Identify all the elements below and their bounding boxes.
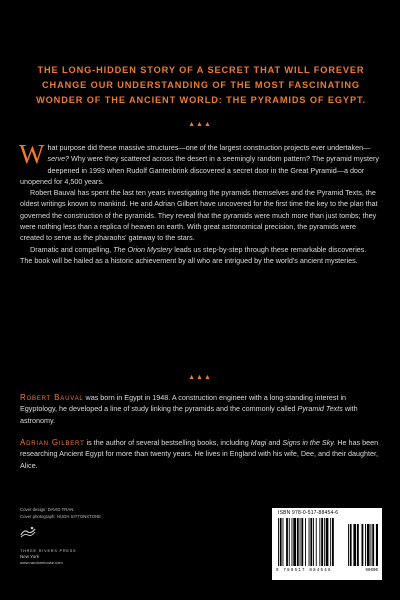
description-text: Why were they scattered across the desert in a seemingly random pattern? The pyramid mystery deepened in 1993 when Rudolf Gantenbrink discovered a secret door in the Great Pyramid—a door unopened for 4,500 years. — [20, 154, 379, 186]
description-text: Dramatic and compelling, — [30, 244, 114, 254]
description-text: hat purpose did these massive structures—one of the largest construction projects ever undertaken— — [47, 143, 371, 152]
publisher-city: New York — [20, 554, 40, 559]
book-title-emphasis: The Orion Mystery — [113, 244, 173, 254]
author-bio-bauval — [20, 392, 380, 426]
cover-design-credit: Cover design: DAVID TRAN — [20, 507, 74, 512]
back-cover-headline: THE LONG-HIDDEN STORY OF A SECRET THAT WILL FOREVER CHANGE OUR UNDERSTANDING OF THE MOST FASCINATING WONDER OF THE ANCIENT WORLD: THE PYRAMIDS OF EGYPT. — [36, 65, 366, 105]
description-text: leads us step-by-step through these remarkable discoveries. The book will be hailed as a historic achievement by all who are intrigued by the world's ancient mysteries. — [20, 244, 367, 265]
author-bio-gilbert — [20, 437, 380, 471]
publisher-block — [20, 525, 100, 566]
bio-emphasis: Magi — [250, 438, 267, 447]
publisher-name: THREE RIVERS PRESS — [20, 549, 77, 553]
isbn-barcode — [272, 508, 382, 580]
author-name: Robert Bauval — [20, 393, 84, 402]
description-paragraph-3 — [20, 244, 380, 267]
isbn-number: ISBN 978-0-517-88454-6 — [278, 510, 339, 516]
description-paragraph-1 — [19, 139, 380, 187]
ornament-divider-top: ▲▲▲ — [188, 121, 212, 128]
bio-text: was born in Egypt in 1948. A construction engineer with a long-standing interest in Egyptology, he developed a line of study linking the pyramids and the commonly called — [20, 393, 347, 414]
publisher-url: www.randomhouse.com — [20, 560, 63, 565]
bio-emphasis: Pyramid Texts — [297, 404, 343, 414]
bio-text: is the author of several bestselling books, including — [84, 438, 251, 447]
description-emphasis: serve? — [47, 154, 70, 164]
cover-credits — [20, 507, 101, 520]
bio-text: He has been researching Ancient Egypt for more than twenty years. He lives in England with his wife, Dee, and their daughter, Alice. — [20, 438, 379, 470]
ornament-divider-bottom: ▲▲▲ — [188, 374, 212, 381]
book-description — [19, 139, 380, 266]
barcode-digits: 9 780517 884546 — [276, 569, 332, 573]
barcode-bars-icon — [276, 518, 378, 568]
description-paragraph-2: Robert Bauval has spent the last ten years investigating the pyramids themselves and the Pyramid Texts, the oldest writings known to mankind. He and Adrian Gilbert have uncovered for the first time the key to the plan that governed the construction of the pyramids. They reveal that the pyramids were much more than just tombs; they were nothing less than a replica of heaven on earth. With great astronomical precision, the pyramids were created to serve as the pharaohs' gateway to the stars. — [20, 188, 378, 243]
bio-emphasis: Signs in the Sky. — [282, 438, 336, 447]
publisher-logo-icon — [20, 525, 36, 539]
cover-photo-credit: Cover photograph: HUGH SITTONSTONE — [20, 513, 102, 519]
author-name: Adrian Gilbert — [20, 438, 85, 447]
drop-cap: W — [19, 139, 45, 169]
barcode-price-code: 90000 — [365, 569, 378, 573]
bio-text: and — [266, 438, 283, 447]
bio-text: with astronomy. — [20, 404, 358, 425]
